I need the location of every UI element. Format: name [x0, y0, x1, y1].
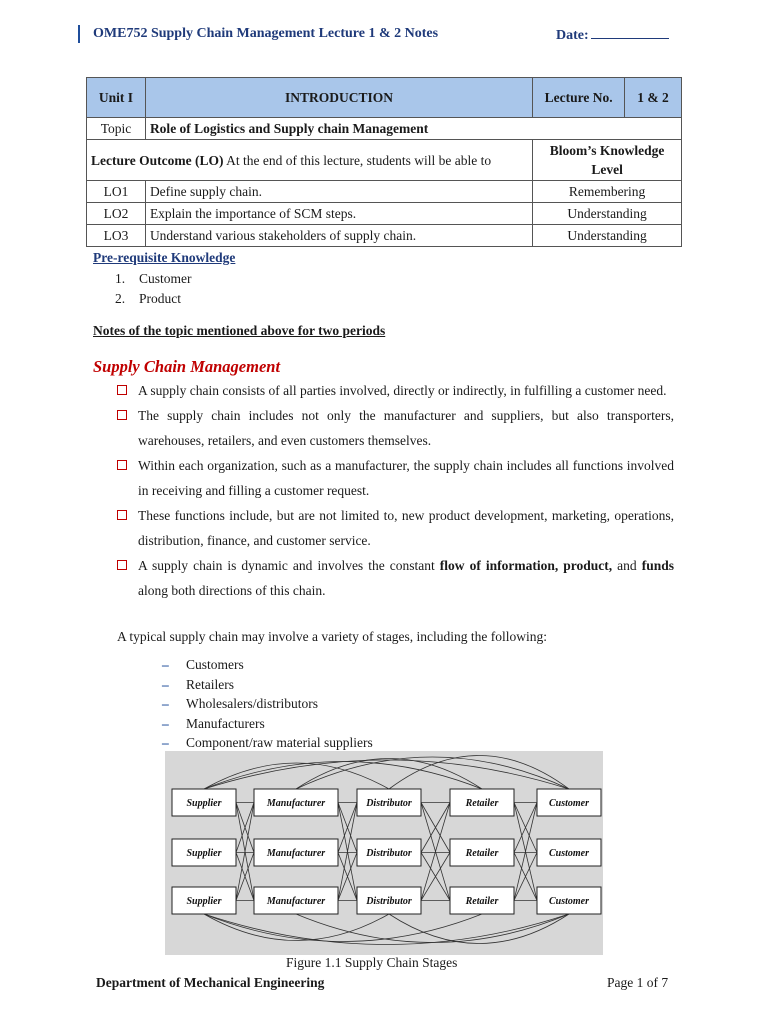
table-row	[87, 225, 682, 247]
introduction-cell: INTRODUCTION	[145, 78, 532, 118]
svg-text:Distributor: Distributor	[366, 798, 412, 809]
svg-text:Customer: Customer	[548, 896, 590, 907]
lo-header-row	[87, 140, 682, 181]
bullet-bold-text: flow of information, product,	[439, 558, 613, 573]
bullet-text: along both directions of this chain.	[138, 583, 326, 598]
list-item: – Wholesalers/distributors	[162, 696, 318, 711]
list-item: – Component/raw material suppliers	[162, 735, 373, 750]
list-item: – Customers	[162, 657, 244, 672]
lo-text-cell: Understand various stakeholders of supply chain.	[145, 225, 532, 247]
typical-chain-text: A typical supply chain may involve a variety of stages, including the following:	[117, 629, 548, 644]
list-item-text: Customer	[139, 271, 192, 286]
connection-arc	[296, 914, 569, 943]
svg-text:Customer: Customer	[548, 798, 590, 809]
stage-box-supplier	[172, 887, 236, 914]
footer-page-number: Page 1 of 7	[607, 975, 669, 990]
svg-text:Distributor: Distributor	[366, 896, 412, 907]
lo-text-cell: Define supply chain.	[145, 181, 532, 203]
svg-text:Manufacturer: Manufacturer	[266, 848, 326, 859]
bullet-text: These functions include, but are not limited to, new product development, marketing, operations, distribution, finance, and customer service.	[138, 508, 674, 548]
stage-box-distributor	[357, 839, 421, 866]
topic-value-cell: Role of Logistics and Supply chain Management	[145, 118, 681, 140]
lo-level-cell: Remembering	[533, 181, 682, 203]
square-bullet-icon	[117, 410, 127, 420]
svg-text:Retailer: Retailer	[465, 848, 499, 859]
stage-box-manufacturer	[254, 839, 338, 866]
lecture-no-value-cell: 1 & 2	[625, 78, 682, 118]
bullet-text: The supply chain includes not only the manufacturer and suppliers, but also transporters, warehouses, retailers, and even customers themselves.	[138, 408, 674, 448]
notes-heading: Notes of the topic mentioned above for two periods	[93, 323, 386, 338]
stages-list	[162, 655, 373, 753]
unit-cell: Unit I	[87, 78, 146, 118]
lo-id-cell: LO1	[87, 181, 146, 203]
stage-box-retailer	[450, 789, 514, 816]
prerequisite-heading: Pre-requisite Knowledge	[93, 250, 236, 265]
date-label: Date:	[556, 28, 589, 43]
bullet-text: A supply chain is dynamic and involves the constant	[138, 558, 440, 573]
bloom-header-cell: Bloom’s Knowledge Level	[533, 140, 682, 181]
section-title: Supply Chain Management	[93, 357, 281, 376]
lo-header-cell	[87, 140, 533, 181]
stage-box-customer	[537, 887, 601, 914]
bullet-text: Within each organization, such as a manufacturer, the supply chain includes all functions involved in receiving and filling a customer request.	[138, 458, 674, 498]
square-bullet-icon	[117, 560, 127, 570]
list-item-text: Retailers	[186, 676, 234, 692]
date-field	[556, 26, 669, 44]
stage-box-distributor	[357, 789, 421, 816]
lo-level-cell: Understanding	[533, 225, 682, 247]
table-row	[87, 181, 682, 203]
bullet-text: and	[612, 558, 642, 573]
square-bullet-icon	[117, 460, 127, 470]
bullet-item	[117, 503, 674, 553]
list-item-text: Component/raw material suppliers	[186, 735, 373, 750]
svg-text:Retailer: Retailer	[465, 798, 499, 809]
svg-text:Supplier: Supplier	[186, 848, 222, 859]
figure-caption: Figure 1.1 Supply Chain Stages	[286, 955, 458, 970]
lo-header-rest: At the end of this lecture, students will be able to	[223, 152, 492, 168]
list-item: – Manufacturers	[162, 715, 265, 731]
list-item-text: Product	[139, 290, 181, 306]
topic-row	[87, 118, 682, 140]
stage-box-distributor	[357, 887, 421, 914]
svg-text:Supplier: Supplier	[186, 896, 222, 907]
stage-box-supplier	[172, 789, 236, 816]
svg-text:Manufacturer: Manufacturer	[266, 798, 326, 809]
bullet-item	[117, 453, 674, 503]
lecture-outcome-table	[86, 77, 682, 247]
bullet-item	[117, 403, 674, 453]
supply-chain-figure	[165, 751, 603, 955]
bullet-item	[117, 553, 674, 603]
bullet-list	[117, 378, 674, 603]
lo-id-cell: LO3	[87, 225, 146, 247]
table-row	[87, 203, 682, 225]
stage-box-manufacturer	[254, 789, 338, 816]
lo-level-cell: Understanding	[533, 203, 682, 225]
bullet-item	[117, 378, 674, 403]
lecture-no-label-cell: Lecture No.	[533, 78, 625, 118]
list-item: 2. Product	[115, 290, 181, 306]
stage-box-retailer	[450, 839, 514, 866]
list-item: – Retailers	[162, 676, 234, 692]
svg-text:Distributor: Distributor	[366, 848, 412, 859]
table-header-row	[87, 78, 682, 118]
header-accent-bar	[78, 25, 80, 43]
stage-box-customer	[537, 839, 601, 866]
stage-box-customer	[537, 789, 601, 816]
list-item-text: Manufacturers	[186, 715, 265, 731]
document-header-title: OME752 Supply Chain Management Lecture 1 & 2 Notes	[93, 26, 439, 41]
stage-box-retailer	[450, 887, 514, 914]
square-bullet-icon	[117, 385, 127, 395]
svg-text:Supplier: Supplier	[186, 798, 222, 809]
topic-label-cell: Topic	[87, 118, 146, 140]
lo-header-bold: Lecture Outcome (LO)	[91, 152, 224, 168]
bullet-bold-text: funds	[641, 558, 674, 573]
stage-box-supplier	[172, 839, 236, 866]
square-bullet-icon	[117, 510, 127, 520]
svg-text:Customer: Customer	[548, 848, 590, 859]
lo-id-cell: LO2	[87, 203, 146, 225]
date-blank-line	[591, 26, 669, 39]
svg-text:Retailer: Retailer	[465, 896, 499, 907]
list-item-text: Customers	[186, 657, 244, 672]
prerequisite-list	[115, 269, 192, 308]
supply-chain-diagram	[165, 751, 603, 955]
lo-text-cell: Explain the importance of SCM steps.	[145, 203, 532, 225]
footer-department: Department of Mechanical Engineering	[96, 975, 325, 990]
connection-arc	[204, 914, 482, 942]
connection-arc	[204, 914, 569, 945]
list-item: 1. Customer	[115, 271, 192, 286]
svg-text:Manufacturer: Manufacturer	[266, 896, 326, 907]
list-item-text: Wholesalers/distributors	[186, 696, 318, 711]
connection-arc	[204, 914, 389, 941]
stage-box-manufacturer	[254, 887, 338, 914]
bullet-text: A supply chain consists of all parties involved, directly or indirectly, in fulfilling a customer need.	[138, 383, 667, 398]
